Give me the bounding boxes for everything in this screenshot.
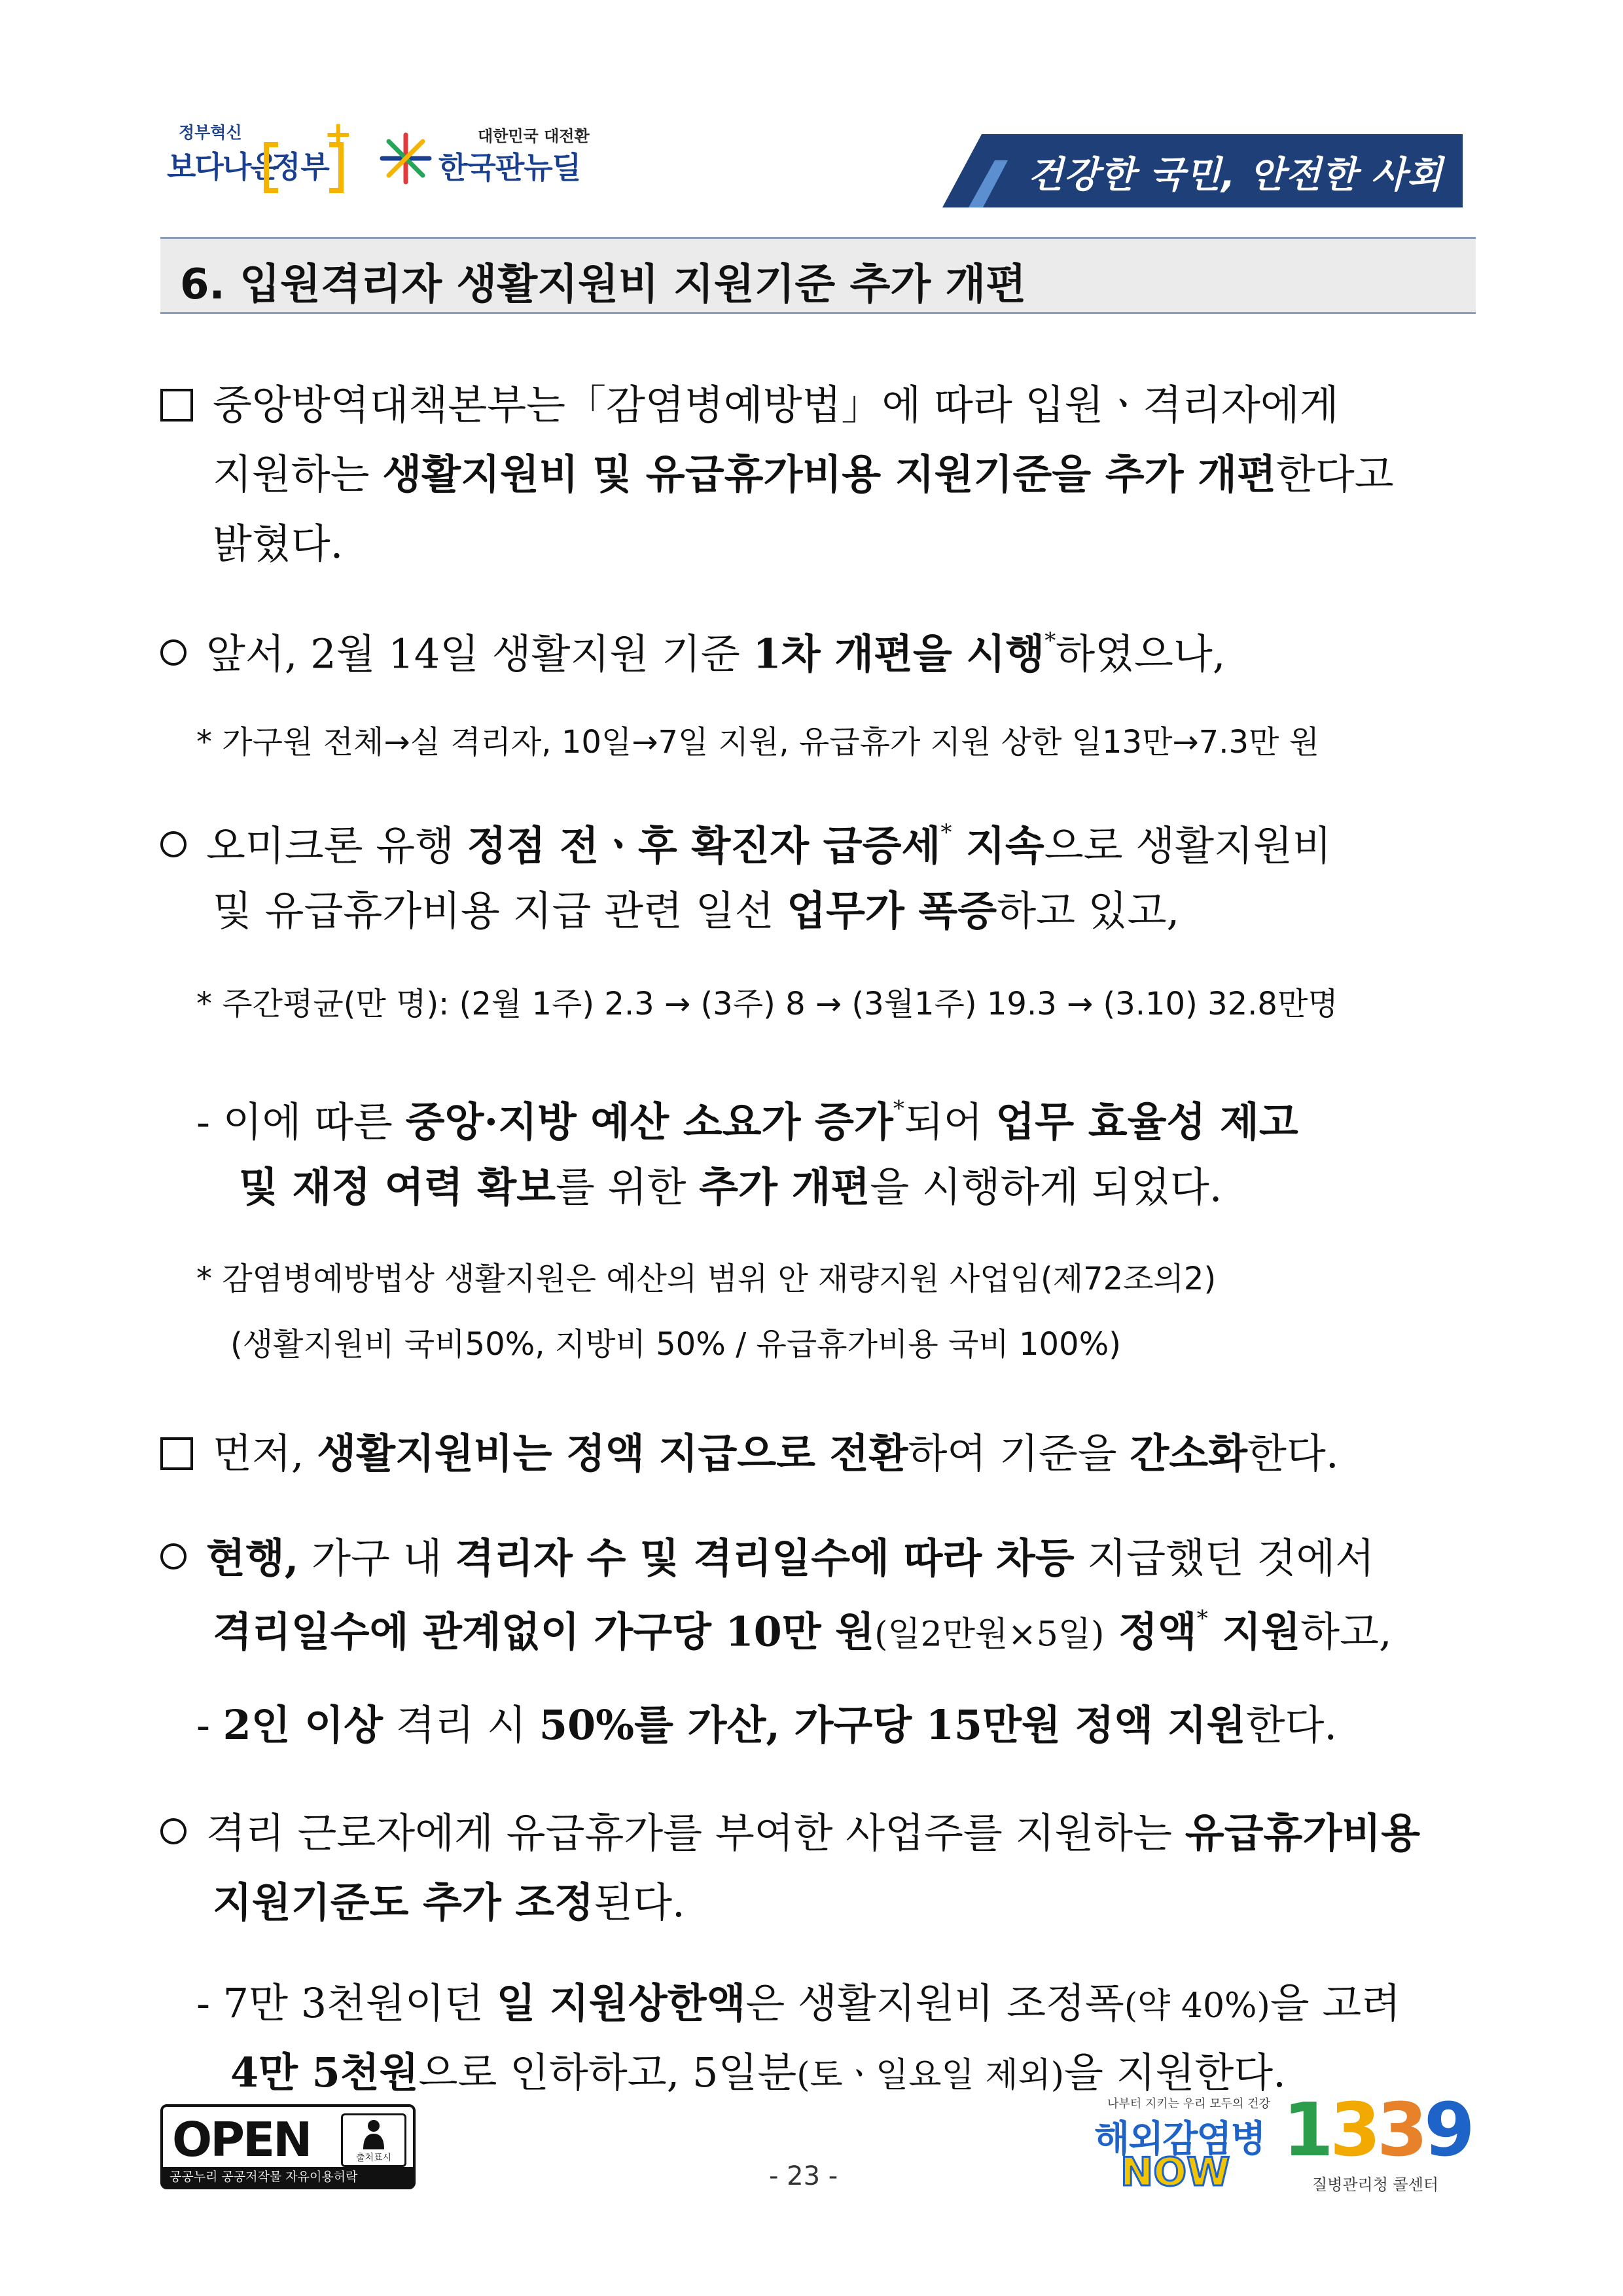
paragraph-4-line-2: 및 재정 여력 확보를 위한 추가 개편을 시행하게 되었다. — [239, 1163, 1222, 1211]
paragraph-8-line-1: 격리 근로자에게 유급휴가를 부여한 사업주를 지원하는 유급휴가비용 — [160, 1813, 1420, 1854]
paragraph-1-line-2: 지원하는 생활지원비 및 유급휴가비용 지원기준을 추가 개편한다고 — [213, 450, 1394, 498]
circle-bullet-icon — [160, 831, 187, 857]
new-deal-main-text: 한국판뉴딜 — [438, 150, 581, 185]
gov-logo-main-text-a: 보다나은 — [167, 149, 278, 185]
paragraph-4-line-1: - 이에 따른 중앙·지방 예산 소요가 증가*되어 업무 효율성 제고 — [196, 1096, 1298, 1146]
kdca-1339-logo — [1283, 2088, 1471, 2194]
overseas-infection-now-logo — [1094, 2094, 1270, 2195]
paragraph-8-line-2: 지원기준도 추가 조정된다. — [213, 1878, 685, 1926]
now-logo-tagline: 나부터 지키는 우리 모두의 건강 — [1107, 2097, 1270, 2111]
note-1: * 가구원 전체→실 격리자, 10일→7일 지원, 유급휴가 지원 상한 일13만→7.3만 원 — [196, 724, 1319, 761]
section-title: 6. 입원격리자 생활지원비 지원기준 추가 개편 — [180, 260, 1027, 309]
circle-bullet-icon — [160, 1818, 187, 1844]
circle-bullet-icon — [160, 639, 187, 666]
note-3-line-1: * 감염병예방법상 생활지원은 예산의 범위 안 재량지원 사업임(제72조의2) — [196, 1261, 1217, 1297]
paragraph-5: 먼저, 생활지원비는 정액 지급으로 전환하여 기준을 간소화한다. — [160, 1433, 1339, 1474]
kogl-open-license-logo — [160, 2104, 416, 2189]
paragraph-3-line-2: 및 유급휴가비용 지급 관련 일선 업무가 폭증하고 있고, — [213, 887, 1180, 935]
section-title-box — [160, 237, 1476, 314]
gov-logo-small-text: 정부혁신 — [179, 123, 242, 142]
gov-logo-main-text-b: 정부 — [272, 149, 330, 185]
paragraph-6-line-2: 격리일수에 관계없이 가구당 10만 원(일2만원×5일) 정액* 지원하고, — [213, 1605, 1392, 1656]
slogan-banner — [942, 134, 1463, 207]
note-3-line-2: (생활지원비 국비50%, 지방비 50% / 유급휴가비용 국비 100%) — [230, 1326, 1121, 1363]
now-logo-now: NOW — [1120, 2149, 1230, 2195]
square-bullet-icon — [160, 1437, 193, 1470]
paragraph-9-line-1: - 7만 3천원이던 일 지원상한액은 생활지원비 조정폭(약 40%)을 고려 — [196, 1979, 1401, 2027]
circle-bullet-icon — [160, 1543, 187, 1570]
person-icon — [361, 2118, 387, 2151]
new-deal-star-icon — [380, 132, 432, 185]
paragraph-7: - 2인 이상 격리 시 50%를 가산, 가구당 15만원 정액 지원한다. — [196, 1701, 1338, 1749]
paragraph-6-line-1: 현행, 가구 내 격리자 수 및 격리일수에 따라 차등 지급했던 것에서 — [160, 1538, 1374, 1579]
note-2: * 주간평균(만 명): (2월 1주) 2.3 → (3주) 8 → (3월1주) 19.3 → (3.10) 32.8만명 — [196, 986, 1338, 1022]
now-logo-title: 해외감염병 — [1094, 2118, 1265, 2161]
korean-new-deal-logo — [380, 118, 596, 190]
paragraph-1-line-1: 중앙방역대책본부는「감염병예방법」에 따라 입원ㆍ격리자에게 — [160, 385, 1339, 425]
kogl-caption: 공공누리 공공저작물 자유이용허락 — [163, 2167, 413, 2187]
page-number: - 23 - — [769, 2161, 838, 2191]
square-bullet-icon — [160, 389, 193, 422]
paragraph-3-line-1: 오미크론 유행 정점 전ㆍ후 확진자 급증세* 지속으로 생활지원비 — [160, 821, 1332, 867]
paragraph-9-line-2: 4만 5천원으로 인하하고, 5일분(토ㆍ일요일 제외)을 지원한다. — [230, 2049, 1286, 2096]
new-deal-small-text: 대한민국 대전환 — [478, 127, 590, 145]
attribution-badge — [341, 2113, 406, 2167]
slogan-text: 건강한 국민, 안전한 사회 — [1027, 154, 1443, 196]
attribution-caption: 출처표시 — [355, 2153, 392, 2163]
kdca-1339-number: 1339 — [1283, 2088, 1471, 2173]
kdca-call-center-caption: 질병관리청 콜센터 — [1312, 2176, 1439, 2194]
paragraph-1-line-3: 밝혔다. — [213, 520, 344, 567]
paragraph-2: 앞서, 2월 14일 생활지원 기준 1차 개편을 시행*하였으나, — [160, 630, 1226, 675]
gov-logo-plus-icon: + — [324, 115, 353, 154]
open-wordmark: OPEN — [172, 2112, 311, 2167]
gov-innovation-logo — [167, 115, 353, 193]
